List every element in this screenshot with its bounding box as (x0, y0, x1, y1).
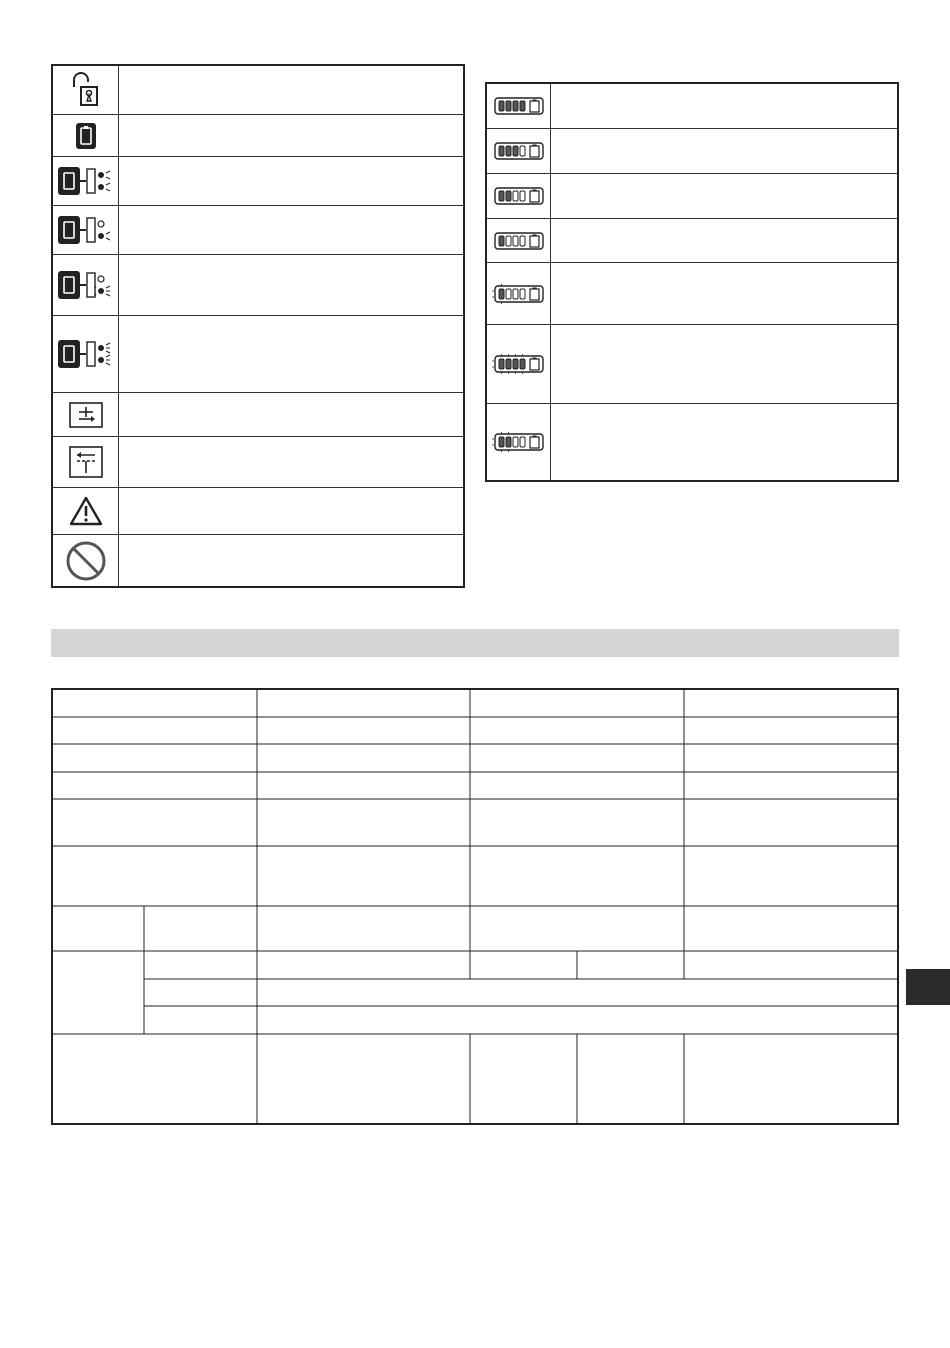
symbol-description (119, 157, 463, 205)
battery-level-description (551, 84, 897, 128)
battery-segment (506, 289, 511, 299)
symbol-row (53, 66, 463, 114)
battery-level-1-blinking-icon (491, 283, 547, 305)
page-tab-marker (906, 969, 950, 1005)
symbol-description (119, 535, 463, 586)
battery-level-row (487, 218, 897, 262)
battery-segment (513, 191, 518, 201)
symbol-row (53, 205, 463, 254)
battery-level-description (551, 325, 897, 403)
symbol-row (53, 487, 463, 534)
battery-segment (520, 359, 525, 369)
symbol-description (119, 437, 463, 487)
battery-two-lamps-on-icon (53, 157, 119, 205)
symbol-row (53, 114, 463, 156)
battery-segment (499, 101, 504, 111)
unlock-icon (53, 66, 119, 114)
warning-icon (53, 488, 119, 534)
battery-level-row (487, 84, 897, 128)
battery-segment (513, 289, 518, 299)
battery-segment (499, 146, 504, 156)
symbol-description (119, 316, 463, 392)
battery-level-row (487, 403, 897, 480)
battery-level-alternating-blinking-icon (491, 431, 547, 453)
specifications-table (51, 688, 899, 1125)
battery-level-description (551, 263, 897, 324)
battery-one-lamp-blinking-icon (53, 255, 119, 315)
battery-segment (513, 437, 518, 447)
battery-segment (513, 146, 518, 156)
section-header-bar (51, 629, 899, 657)
battery-segment (506, 236, 511, 246)
battery-segment (499, 359, 504, 369)
battery-segment (520, 289, 525, 299)
battery-level-description (551, 129, 897, 173)
prohibited-icon (53, 535, 119, 586)
battery-level-description (551, 404, 897, 480)
battery-segment (513, 236, 518, 246)
battery-level-1-icon (491, 230, 547, 252)
symbol-row (53, 534, 463, 586)
battery-segment (520, 101, 525, 111)
symbol-row (53, 315, 463, 392)
battery-level-table (485, 82, 899, 482)
battery-segment (499, 191, 504, 201)
rotation-mode-icon (53, 437, 119, 487)
battery-segment (520, 437, 525, 447)
symbol-description (119, 66, 463, 114)
battery-segment (520, 146, 525, 156)
battery-level-2-icon (491, 185, 547, 207)
symbol-row (53, 436, 463, 487)
hitting-mode-icon (53, 393, 119, 436)
battery-segment (506, 191, 511, 201)
battery-level-4-icon (491, 95, 547, 117)
battery-level-row (487, 128, 897, 173)
battery-segment (513, 359, 518, 369)
battery-segment (499, 289, 504, 299)
symbol-row (53, 254, 463, 315)
symbol-description (119, 488, 463, 534)
battery-one-lamp-on-icon (53, 206, 119, 254)
symbol-row (53, 156, 463, 205)
battery-level-row (487, 173, 897, 218)
battery-two-lamps-blinking-icon (53, 316, 119, 392)
battery-segment (520, 191, 525, 201)
battery-level-description (551, 219, 897, 262)
battery-segment (506, 101, 511, 111)
battery-segment (499, 437, 504, 447)
symbol-description (119, 393, 463, 436)
symbol-description (119, 255, 463, 315)
symbol-description (119, 115, 463, 156)
symbol-row (53, 392, 463, 436)
battery-level-row (487, 324, 897, 403)
symbols-table (51, 64, 465, 588)
battery-level-row (487, 262, 897, 324)
battery-segment (499, 236, 504, 246)
battery-icon (53, 115, 119, 156)
battery-segment (506, 359, 511, 369)
battery-segment (520, 236, 525, 246)
battery-segment (506, 437, 511, 447)
battery-segment (513, 101, 518, 111)
battery-level-description (551, 174, 897, 218)
battery-level-all-blinking-icon (491, 353, 547, 375)
battery-segment (506, 146, 511, 156)
battery-level-3-icon (491, 140, 547, 162)
symbol-description (119, 206, 463, 254)
